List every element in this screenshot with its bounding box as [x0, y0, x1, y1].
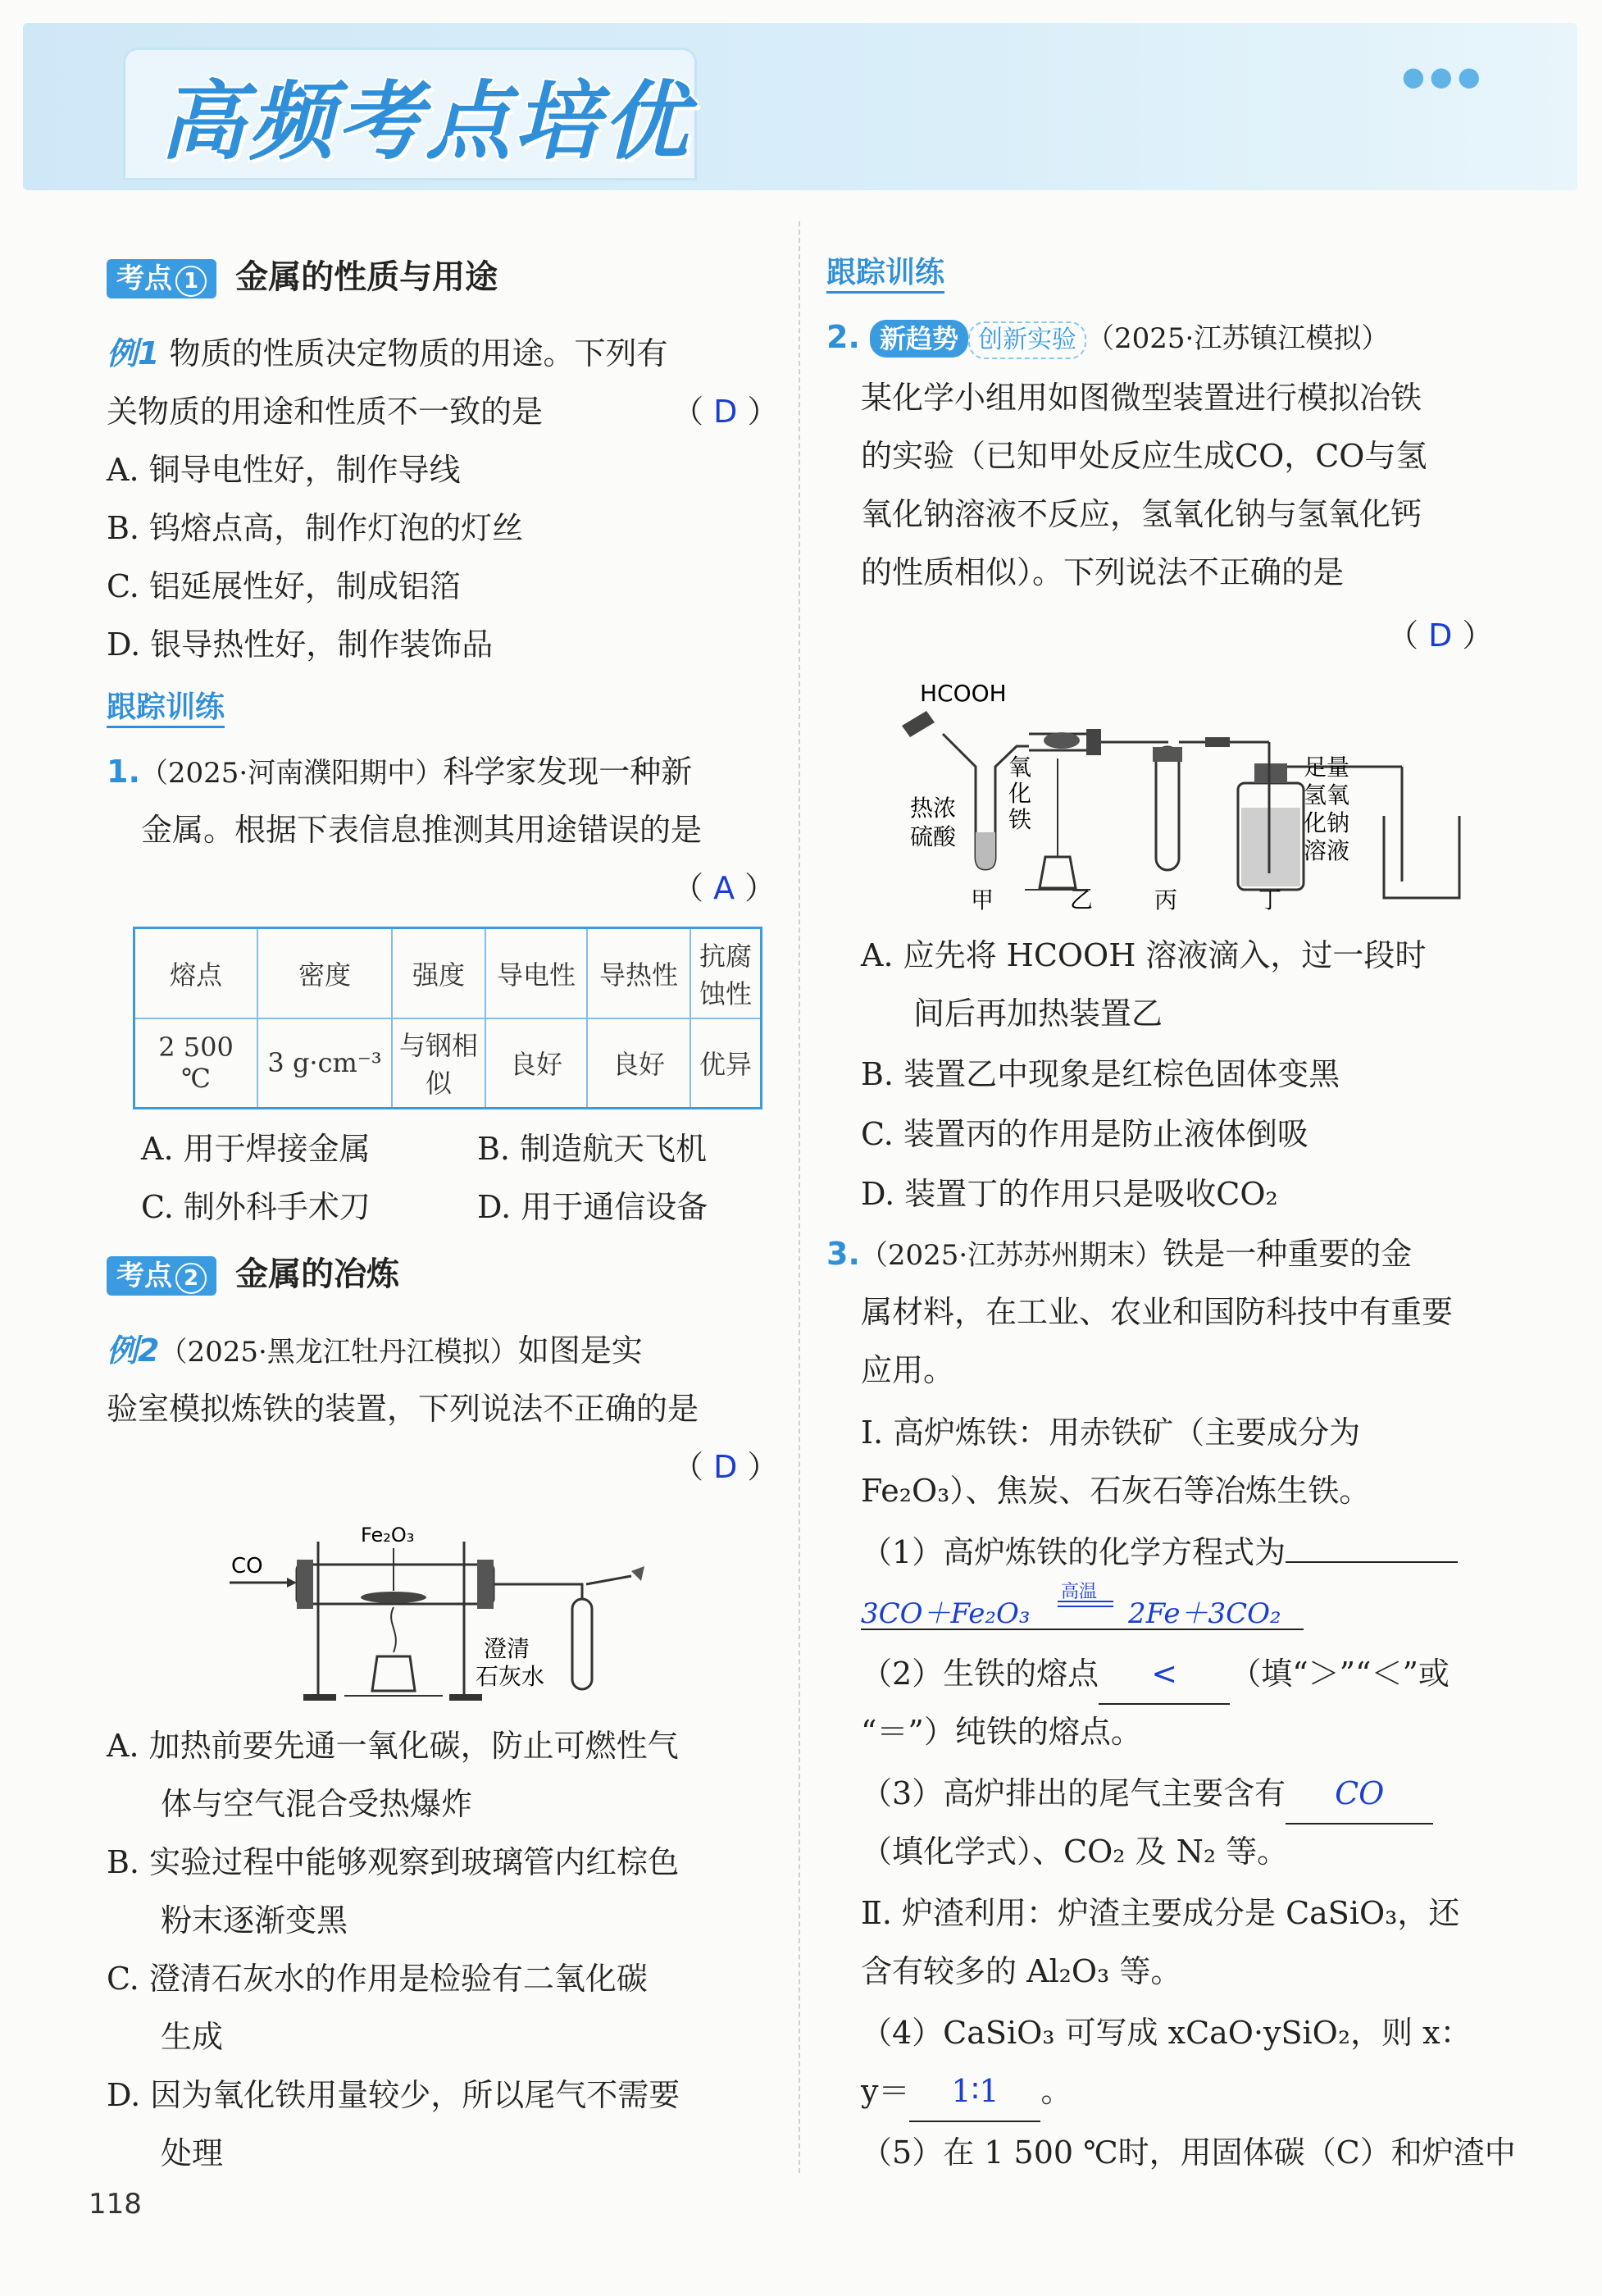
table-header: 导热性: [587, 928, 690, 1018]
question-2-line1: 2. 新趋势 创新实验 （2025·江苏镇江模拟）: [826, 308, 1389, 368]
question-3-part-5: （5）在 1 500 ℃时，用固体碳（C）和炉渣中: [861, 2134, 1516, 2171]
section-badge: 考点 1: [107, 259, 216, 298]
section-header-2: [107, 1248, 399, 1296]
question-2-text-line1: 某化学小组用如图微型装置进行模拟冶铁: [861, 380, 1422, 416]
trend-tag: 新趋势: [870, 320, 968, 358]
question-2-option-a-line2: 间后再加热装置乙: [913, 995, 1163, 1032]
example-2-option-b-line1: B. 实验过程中能够观察到玻璃管内红棕色: [107, 1844, 680, 1880]
example-2-option-d-line1: D. 因为氧化铁用量较少，所以尾气不需要: [107, 2077, 680, 2113]
example-2-line1: 例2（2025·黑龙江牡丹江模拟）如图是实: [107, 1332, 643, 1369]
innovation-tag: 创新实验: [968, 321, 1086, 359]
question-1-option-d: D. 用于通信设备: [477, 1189, 708, 1225]
svg-text:化: 化: [1008, 780, 1032, 807]
table-cell: 与钢相似: [392, 1018, 485, 1109]
svg-text:CO: CO: [231, 1554, 263, 1578]
question-2-text-line3: 氧化钠溶液不反应，氢氧化钠与氢氧化钙: [861, 496, 1422, 532]
page-number: 118: [89, 2188, 142, 2221]
table-header: 熔点: [134, 928, 258, 1018]
table-cell: 2 500 ℃: [134, 1018, 258, 1109]
question-3-part-4-line2: y＝ 1∶1 。: [861, 2062, 1072, 2122]
svg-text:石灰水: 石灰水: [476, 1663, 545, 1690]
table-header: 导电性: [485, 928, 587, 1018]
column-divider: [799, 221, 800, 2173]
table-header: 强度: [392, 928, 485, 1018]
example-1-option-b: B. 钨熔点高，制作灯泡的灯丝: [107, 510, 524, 546]
example-2-option-b-line2: 粉末逐渐变黑: [161, 1902, 348, 1938]
example-2-answer: （ D ）: [672, 1449, 779, 1485]
section-1-line1: Ⅰ. 高炉炼铁：用赤铁矿（主要成分为: [861, 1414, 1361, 1451]
question-3-part-4-line1: （4）CaSiO₃ 可写成 xCaO·ySiO₂，则 x：: [861, 2015, 1472, 2051]
page-title: 高频考点培优: [160, 71, 692, 171]
question-1-line1: 1.（2025·河南濮阳期中）科学家发现一种新: [107, 754, 693, 790]
example-2-option-d-line2: 处理: [161, 2135, 224, 2171]
table-cell: 良好: [587, 1018, 690, 1109]
table-header: 密度: [257, 928, 392, 1018]
svg-text:甲: 甲: [971, 886, 994, 913]
question-1-answer: （ A ）: [672, 870, 776, 906]
question-3-part-2-line1: （2）生铁的熔点 < （填“＞”“＜”或: [861, 1645, 1450, 1705]
question-3-part-3-line1: （3）高炉排出的尾气主要含有 CO: [861, 1765, 1433, 1824]
question-2-option-a-line1: A. 应先将 HCOOH 溶液滴入，过一段时: [861, 937, 1427, 973]
table-header: 抗腐蚀性: [690, 928, 762, 1018]
section-header-1: [107, 251, 498, 298]
example-2-option-a-line2: 体与空气混合受热爆炸: [161, 1786, 473, 1822]
example-1-option-d: D. 银导热性好，制作装饰品: [107, 626, 494, 663]
question-2-text-line4: 的性质相似）。下列说法不正确的是: [861, 554, 1345, 590]
svg-text:硫酸: 硫酸: [910, 823, 957, 850]
svg-text:化钠: 化钠: [1304, 809, 1350, 836]
micro-ironmaking-apparatus-diagram: [894, 668, 1484, 914]
question-1-option-a: A. 用于焊接金属: [141, 1131, 371, 1167]
example-1-answer: （ D ）: [672, 394, 779, 430]
tracking-header-1: 跟踪训练: [107, 684, 225, 726]
example-2-option-a-line1: A. 加热前要先通一氧化碳，防止可燃性气: [107, 1728, 679, 1764]
svg-text:Fe₂O₃: Fe₂O₃: [361, 1524, 415, 1547]
question-3-part-1: （1）高炉炼铁的化学方程式为: [861, 1524, 1458, 1582]
section-2-line1: Ⅱ. 炉渣利用：炉渣主要成分是 CaSiO₃，还: [861, 1895, 1460, 1931]
example-1-line2: 关物质的用途和性质不一致的是: [107, 394, 544, 430]
table-cell: 良好: [485, 1018, 587, 1109]
example-1-option-c: C. 铝延展性好，制成铝箔: [107, 568, 461, 604]
svg-text:氧: 氧: [1008, 754, 1032, 781]
tracking-header-2: 跟踪训练: [826, 249, 944, 291]
iron-smelting-apparatus-diagram: [221, 1509, 664, 1706]
example-1-option-a: A. 铜导电性好，制作导线: [107, 452, 461, 488]
table-cell: 优异: [690, 1018, 762, 1109]
question-3-line2: 属材料，在工业、农业和国防科技中有重要: [861, 1294, 1454, 1330]
dots-icon: ●●●: [1402, 61, 1486, 92]
table-cell: 3 g·cm⁻³: [257, 1018, 392, 1109]
question-2-option-d: D. 装置丁的作用只是吸收CO₂: [861, 1176, 1278, 1212]
question-1-option-b: B. 制造航天飞机: [477, 1131, 708, 1167]
question-3-line1: 3.（2025·江苏苏州期末）铁是一种重要的金: [826, 1236, 1413, 1272]
question-3-part-2-line2: “＝”）纯铁的熔点。: [861, 1714, 1142, 1750]
section-badge: 考点 2: [107, 1256, 216, 1296]
svg-text:氢氧: 氢氧: [1304, 781, 1350, 809]
equation-answer: 3CO＋Fe₂O₃ 高温 2Fe＋3CO₂: [861, 1583, 1304, 1630]
svg-text:足量: 足量: [1304, 754, 1350, 781]
svg-text:澄清: 澄清: [484, 1635, 530, 1662]
question-1-line2: 金属。根据下表信息推测其用途错误的是: [141, 812, 703, 848]
example-2-option-c-line2: 生成: [161, 2019, 224, 2055]
question-2-option-b: B. 装置乙中现象是红棕色固体变黑: [861, 1056, 1340, 1092]
question-3-line3: 应用。: [861, 1352, 955, 1388]
question-2-answer: （ D ）: [1387, 617, 1494, 654]
question-2-text-line2: 的实验（已知甲处反应生成CO，CO与氢: [861, 438, 1427, 474]
example-2-option-c-line1: C. 澄清石灰水的作用是检验有二氧化碳: [107, 1961, 648, 1997]
metal-property-table: [133, 927, 762, 1109]
svg-text:热浓: 热浓: [910, 795, 957, 822]
question-3-part-3-line2: （填化学式）、CO₂ 及 N₂ 等。: [861, 1834, 1289, 1870]
section-1-line2: Fe₂O₃）、焦炭、石灰石等冶炼生铁。: [861, 1473, 1371, 1509]
example-2-line2: 验室模拟炼铁的装置，下列说法不正确的是: [107, 1391, 699, 1427]
section-2-line2: 含有较多的 Al₂O₃ 等。: [861, 1953, 1182, 1989]
section-title: 金属的冶炼: [235, 1255, 400, 1293]
svg-text:丙: 丙: [1154, 886, 1178, 913]
svg-text:铁: 铁: [1008, 806, 1032, 833]
section-title: 金属的性质与用途: [235, 258, 498, 296]
example-1-line1: 例1 物质的性质决定物质的用途。下列有: [107, 335, 668, 371]
svg-text:溶液: 溶液: [1304, 837, 1350, 864]
svg-text:丁: 丁: [1258, 886, 1282, 913]
question-1-option-c: C. 制外科手术刀: [141, 1189, 371, 1225]
svg-text:乙: 乙: [1070, 886, 1094, 913]
svg-text:HCOOH: HCOOH: [920, 680, 1007, 707]
question-2-option-c: C. 装置丙的作用是防止液体倒吸: [861, 1116, 1308, 1152]
